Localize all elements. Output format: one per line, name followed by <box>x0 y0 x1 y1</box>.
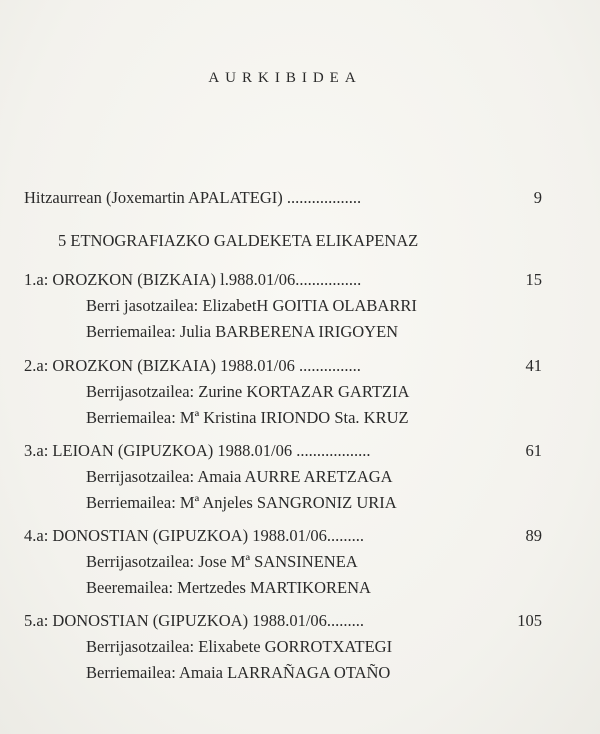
entry-informant: Berriemailea: Julia BARBERENA IRIGOYEN <box>86 322 399 341</box>
toc-entry-4 <box>24 526 542 546</box>
toc-entry-5 <box>24 611 542 631</box>
intro-page-number: 9 <box>533 188 542 207</box>
entry-text: 5.a: DONOSTIAN (GIPUZKOA) 1988.01/06......... <box>24 611 365 630</box>
entry-informant: Berriemailea: Amaia LARRAÑAGA OTAÑO <box>86 663 391 682</box>
entry-text: 4.a: DONOSTIAN (GIPUZKOA) 1988.01/06......... <box>24 526 365 545</box>
intro-text: Hitzaurrean (Joxemartin APALATEGI) .................. <box>24 188 362 207</box>
entry-informant: Berriemailea: Mª Kristina IRIONDO Sta. KRUZ <box>86 408 409 427</box>
toc-entry-1 <box>24 270 542 290</box>
toc-entry-2 <box>24 356 542 376</box>
section-heading: 5 ETNOGRAFIAZKO GALDEKETA ELIKAPENAZ <box>58 231 419 250</box>
entry-page-number: 105 <box>517 611 542 630</box>
entry-text: 2.a: OROZKON (BIZKAIA) 1988.01/06 ............... <box>24 356 361 375</box>
entry-page-number: 61 <box>525 441 542 460</box>
entry-page-number: 89 <box>525 526 542 545</box>
entry-page-number: 41 <box>525 356 542 375</box>
entry-text: 3.a: LEIOAN (GIPUZKOA) 1988.01/06 .................. <box>24 441 371 460</box>
intro-entry <box>24 188 542 208</box>
entry-collector: Berrijasotzailea: Amaia AURRE ARETZAGA <box>86 467 393 486</box>
entry-text: 1.a: OROZKON (BIZKAIA) l.988.01/06................ <box>24 270 362 289</box>
entry-collector: Berrijasotzailea: Jose Mª SANSINENEA <box>86 552 358 571</box>
toc-entry-3 <box>24 441 542 461</box>
entry-collector: Berri jasotzailea: ElizabetH GOITIA OLABARRI <box>86 296 417 315</box>
entry-informant: Berriemailea: Mª Anjeles SANGRONIZ URIA <box>86 493 397 512</box>
entry-collector: Berrijasotzailea: Zurine KORTAZAR GARTZIA <box>86 382 410 401</box>
page-title: AURKIBIDEA <box>208 70 362 86</box>
entry-page-number: 15 <box>525 270 542 289</box>
entry-informant: Beeremailea: Mertzedes MARTIKORENA <box>86 578 371 597</box>
entry-collector: Berrijasotzailea: Elixabete GORROTXATEGI <box>86 637 393 656</box>
